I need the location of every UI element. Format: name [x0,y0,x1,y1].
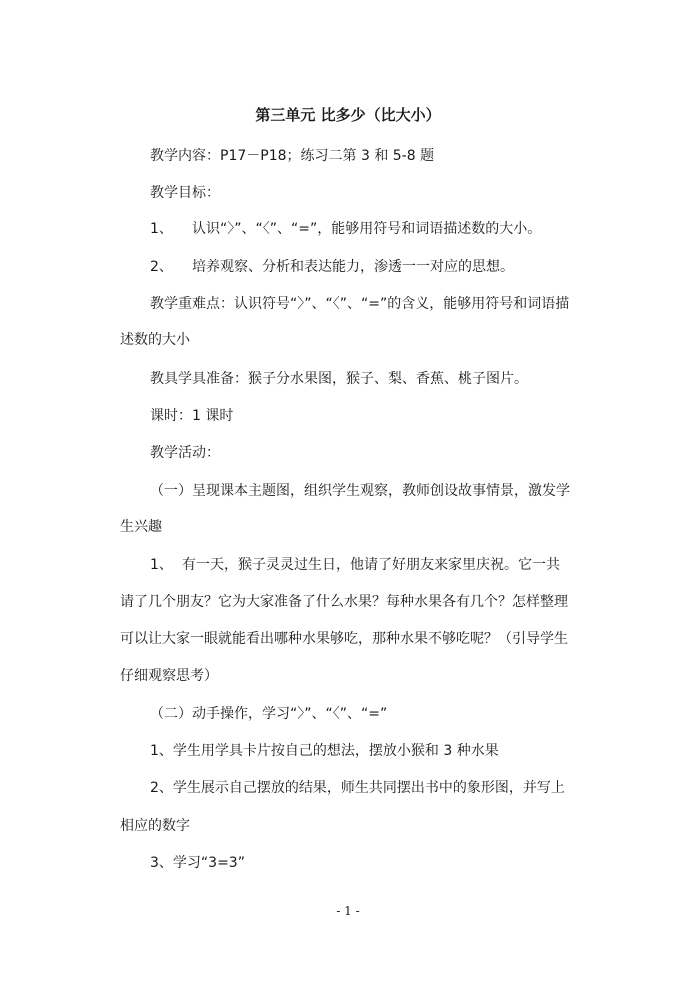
key-points-line-2: 述数的大小 [120,332,190,348]
story-line-1 [150,554,560,576]
page-number: - 1 - [336,904,360,918]
step-2-line-1: 2、学生展示自己摆放的结果，师生共同摆出书中的象形图，并写上 [150,780,565,796]
step-1: 1、学生用学具卡片按自己的想法，摆放小猴和 3 种水果 [150,743,499,759]
key-points-line-1: 教学重难点：认识符号“〉”、“〈”、“=”的含义，能够用符号和词语描 [150,296,570,312]
section-1-line-1: （一）呈现课本主题图，组织学生观察，教师创设故事情景，激发学 [150,483,570,499]
goal-2 [150,256,514,278]
section-1-line-2: 生兴趣 [120,519,162,535]
step-2-line-2: 相应的数字 [120,818,190,834]
story-line-4: 仔细观察思考） [120,668,218,684]
goal-1-text: 认识“〉”、“〈”、“=”，能够用符号和词语描述数的大小。 [192,221,542,237]
section-2-heading: （二）动手操作，学习“〉”、“〈”、“=” [150,706,388,722]
teaching-content: 教学内容：P17－P18；练习二第 3 和 5-8 题 [150,148,435,164]
story-line-2: 请了几个朋友？它为大家准备了什么水果？每种水果各有几个？怎样整理 [120,594,568,610]
goal-2-text: 培养观察、分析和表达能力，渗透一一对应的思想。 [192,259,514,275]
story-text-1: 有一天，猴子灵灵过生日，他请了好朋友来家里庆祝。它一共 [182,557,560,573]
step-3: 3、学习“3=3” [150,855,245,871]
goal-2-number: 2、 [150,259,173,275]
goal-1 [150,218,541,240]
class-period: 课时：1 课时 [150,408,234,424]
tools-preparation: 教具学具准备：猴子分水果图，猴子、梨、香蕉、桃子图片。 [150,371,528,387]
goals-heading: 教学目标： [150,185,220,201]
story-number: 1、 [150,557,173,573]
goal-1-number: 1、 [150,221,173,237]
page-title: 第三单元 比多少（比大小） [255,106,441,124]
activities-heading: 教学活动： [150,445,220,461]
story-line-3: 可以让大家一眼就能看出哪种水果够吃，那种水果不够吃呢？（引导学生 [120,631,568,647]
